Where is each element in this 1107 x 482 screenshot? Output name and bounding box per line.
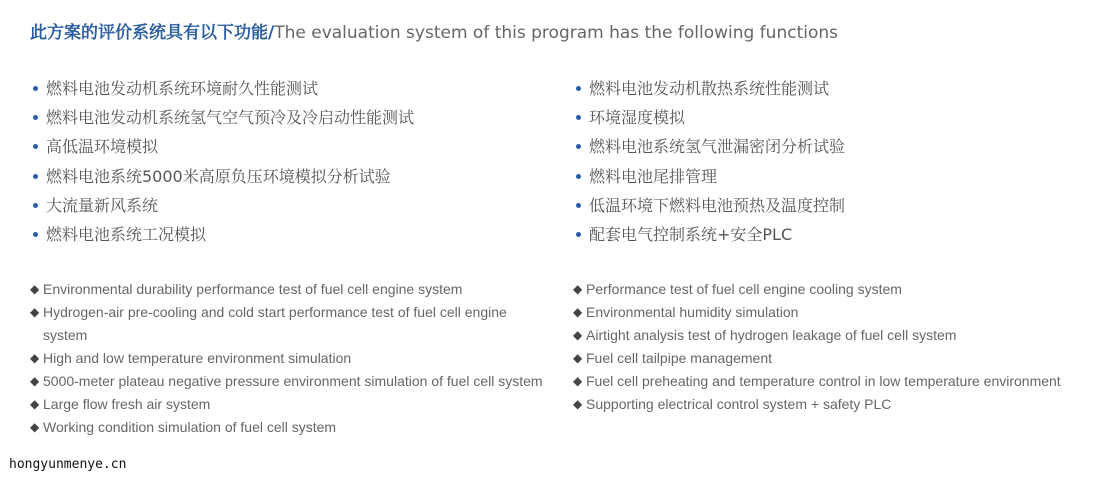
diamond-bullet-icon: ◆ — [30, 305, 40, 319]
list-item — [576, 191, 845, 220]
list-item — [33, 74, 414, 103]
list-item — [30, 278, 550, 301]
list-item-text: 燃料电池系统氢气泄漏密闭分析试验 — [589, 137, 846, 157]
list-item-text: Airtight analysis test of hydrogen leakage of fuel cell system — [586, 327, 957, 343]
diamond-bullet-icon: ◆ — [573, 397, 583, 411]
list-item-text: 环境湿度模拟 — [589, 108, 686, 128]
list-item-text: 燃料电池系统工况模拟 — [46, 224, 207, 244]
diamond-bullet-icon: ◆ — [573, 305, 583, 319]
list-item — [576, 103, 845, 132]
list-item — [573, 301, 1103, 324]
list-item — [573, 370, 1103, 393]
list-item-text: 配套电气控制系统+安全PLC — [589, 224, 793, 244]
list-item-text: 5000-meter plateau negative pressure environment simulation of fuel cell system — [43, 373, 543, 389]
list-item-text: Environmental humidity simulation — [586, 304, 799, 320]
bullet-dot-icon — [33, 174, 38, 179]
bullet-dot-icon — [576, 144, 581, 149]
list-item — [30, 393, 550, 416]
list-item — [576, 162, 845, 191]
list-item — [33, 162, 414, 191]
list-item-text: Large flow fresh air system — [43, 396, 211, 412]
bullet-dot-icon — [33, 115, 38, 120]
list-item — [30, 301, 550, 347]
list-item — [573, 393, 1103, 416]
list-item — [33, 132, 414, 161]
list-item-text: 大流量新风系统 — [46, 195, 159, 215]
bullet-dot-icon — [33, 144, 38, 149]
bullet-dot-icon — [576, 86, 581, 91]
diamond-bullet-icon: ◆ — [573, 328, 583, 342]
list-item — [573, 324, 1103, 347]
bullet-dot-icon — [33, 232, 38, 237]
list-item-text: 燃料电池发动机系统氢气空气预冷及冷启动性能测试 — [46, 108, 415, 128]
list-item — [33, 191, 414, 220]
list-item-text: Hydrogen-air pre-cooling and cold start performance test of fuel cell engine system — [43, 304, 507, 343]
list-item-text: High and low temperature environment simulation — [43, 350, 352, 366]
list-item — [576, 220, 845, 249]
bullet-dot-icon — [576, 232, 581, 237]
zh-function-list-left — [33, 74, 414, 249]
list-item-text: 燃料电池发动机系统环境耐久性能测试 — [46, 79, 319, 98]
diamond-bullet-icon: ◆ — [30, 397, 40, 411]
zh-function-list-right — [576, 74, 845, 249]
list-item-text: Working condition simulation of fuel cell system — [43, 419, 337, 435]
watermark: hongyunmenye.cn — [9, 457, 127, 472]
diamond-bullet-icon: ◆ — [573, 374, 583, 388]
list-item-text: Environmental durability performance test of fuel cell engine system — [43, 281, 463, 297]
en-function-list-right — [573, 278, 1103, 416]
list-item-text: 低温环境下燃料电池预热及温度控制 — [589, 195, 846, 215]
list-item — [33, 103, 414, 132]
list-item-text: Supporting electrical control system + safety PLC — [586, 396, 892, 412]
section-title-zh: 此方案的评价系统具有以下功能/ — [30, 23, 275, 43]
list-item-text: 燃料电池系统5000米高原负压环境模拟分析试验 — [46, 166, 391, 186]
list-item — [30, 416, 550, 439]
diamond-bullet-icon: ◆ — [30, 374, 40, 388]
bullet-dot-icon — [576, 174, 581, 179]
diamond-bullet-icon: ◆ — [30, 282, 40, 296]
bullet-dot-icon — [576, 203, 581, 208]
bullet-dot-icon — [33, 86, 38, 91]
diamond-bullet-icon: ◆ — [573, 282, 583, 296]
list-item-text: 燃料电池发动机散热系统性能测试 — [589, 79, 830, 98]
list-item-text: 高低温环境模拟 — [46, 137, 159, 157]
bullet-dot-icon — [33, 203, 38, 208]
diamond-bullet-icon: ◆ — [30, 420, 40, 434]
list-item — [573, 278, 1103, 301]
list-item — [576, 74, 845, 103]
list-item — [573, 347, 1103, 370]
list-item-text: Fuel cell preheating and temperature control in low temperature environment — [586, 373, 1061, 389]
list-item — [576, 132, 845, 161]
section-title-en: The evaluation system of this program has the following functions — [274, 23, 838, 43]
list-item-text: Fuel cell tailpipe management — [586, 350, 772, 366]
en-function-list-left — [30, 278, 550, 439]
list-item — [30, 347, 550, 370]
bullet-dot-icon — [576, 115, 581, 120]
list-item-text: 燃料电池尾排管理 — [589, 166, 718, 186]
list-item — [30, 370, 550, 393]
section-title — [30, 20, 838, 46]
diamond-bullet-icon: ◆ — [30, 351, 40, 365]
list-item — [33, 220, 414, 249]
list-item-text: Performance test of fuel cell engine cooling system — [586, 281, 902, 297]
diamond-bullet-icon: ◆ — [573, 351, 583, 365]
